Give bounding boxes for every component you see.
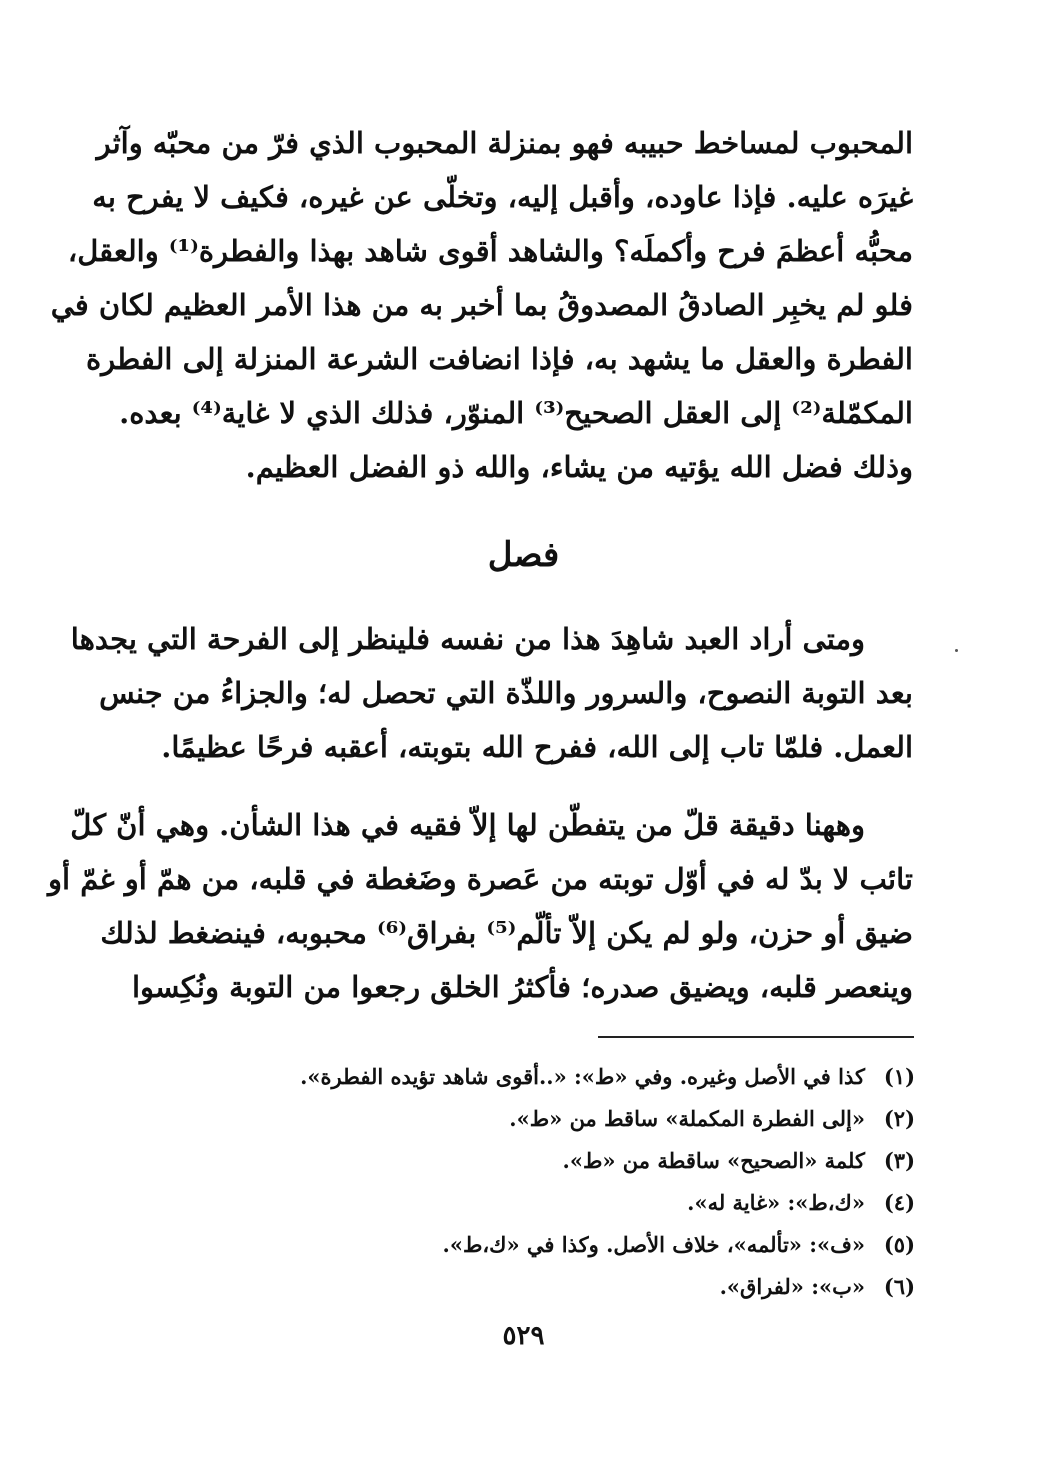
footnote-text: «إلى الفطرة المكملة» ساقط من «ط».: [509, 1106, 865, 1131]
text-line: الفطرة والعقل ما يشهد به، فإذا انضافت الشرعة المنزلة إلى الفطرة: [85, 342, 913, 376]
footnote-text: «ب»: «لفراق».: [719, 1274, 865, 1299]
scan-speck: [955, 649, 958, 652]
footnote: [134, 1140, 915, 1182]
section-heading: فصل: [487, 535, 560, 575]
footnote-text: كذا في الأصل وغيره. وفي «ط»: «..أقوى شاهد تؤيده الفطرة».: [300, 1064, 865, 1089]
text-line: ضيق أو حزن، ولو لم يكن إلاّ تألّم⁽⁵⁾ بفراق⁽⁶⁾ محبوبه، فينضغط لذلك: [100, 916, 913, 950]
footnote-number: (١): [883, 1064, 915, 1089]
footnote: [134, 1056, 915, 1098]
footnotes: [134, 1056, 915, 1308]
footnote-text: كلمة «الصحيح» ساقطة من «ط».: [562, 1148, 865, 1173]
footnote-text: «ف»: «تألمه»، خلاف الأصل. وكذا في «ك،ط».: [442, 1232, 865, 1257]
footnote-divider: [598, 1036, 914, 1038]
paragraph: [70, 612, 913, 774]
footnote-number: (٦): [883, 1274, 915, 1299]
footnote-text: «ك،ط»: «غاية له».: [687, 1190, 865, 1215]
text-line: بعد التوبة النصوح، والسرور واللذّة التي تحصل له؛ والجزاءُ من جنس: [99, 676, 913, 710]
footnote-number: (٢): [883, 1106, 915, 1131]
paragraph: [48, 798, 913, 1014]
text-line: المكمّلة⁽²⁾ إلى العقل الصحيح⁽³⁾ المنوّر، فذلك الذي لا غاية⁽⁴⁾ بعده.: [119, 396, 913, 430]
text-line: محبُّه أعظمَ فرح وأكملَه؟ والشاهد أقوى شاهد بهذا والفطرة⁽¹⁾ والعقل،: [67, 234, 913, 268]
footnote-number: (٣): [883, 1148, 915, 1173]
text-line: غيرَه عليه. فإذا عاوده، وأقبل إليه، وتخلّى عن غيره، فكيف لا يفرح به: [92, 180, 913, 214]
footnote-number: (٥): [883, 1232, 915, 1257]
text-line: فلو لم يخبِر الصادقُ المصدوقُ بما أخبر به من هذا الأمر العظيم لكان في: [50, 288, 913, 322]
footnote: [134, 1098, 915, 1140]
footnote: [134, 1224, 915, 1266]
paragraph-continued: [50, 116, 913, 494]
text-line: وههنا دقيقة قلّ من يتفطّن لها إلاّ فقيه في هذا الشأن. وهي أنّ كلّ: [70, 808, 865, 842]
text-line: ومتى أراد العبد شاهِدَ هذا من نفسه فلينظر إلى الفرحة التي يجدها: [70, 622, 865, 656]
footnote: [134, 1182, 915, 1224]
text-line: تائب لا بدّ له في أوّل توبته من عَصرة وضَغطة في قلبه، من همّ أو غمّ أو: [48, 862, 913, 896]
text-line: العمل. فلمّا تاب إلى الله، ففرح الله بتوبته، أعقبه فرحًا عظيمًا.: [161, 730, 913, 764]
footnote: [134, 1266, 915, 1308]
text-line: المحبوب لمساخط حبيبه فهو بمنزلة المحبوب الذي فرّ من محبّه وآثر: [96, 126, 913, 160]
text-line: وذلك فضل الله يؤتيه من يشاء، والله ذو الفضل العظيم.: [245, 450, 913, 484]
page-number: ٥٢٩: [502, 1321, 545, 1351]
footnote-number: (٤): [883, 1190, 915, 1215]
text-line: وينعصر قلبه، ويضيق صدره؛ فأكثرُ الخلق رجعوا من التوبة ونُكِسوا: [132, 970, 913, 1004]
